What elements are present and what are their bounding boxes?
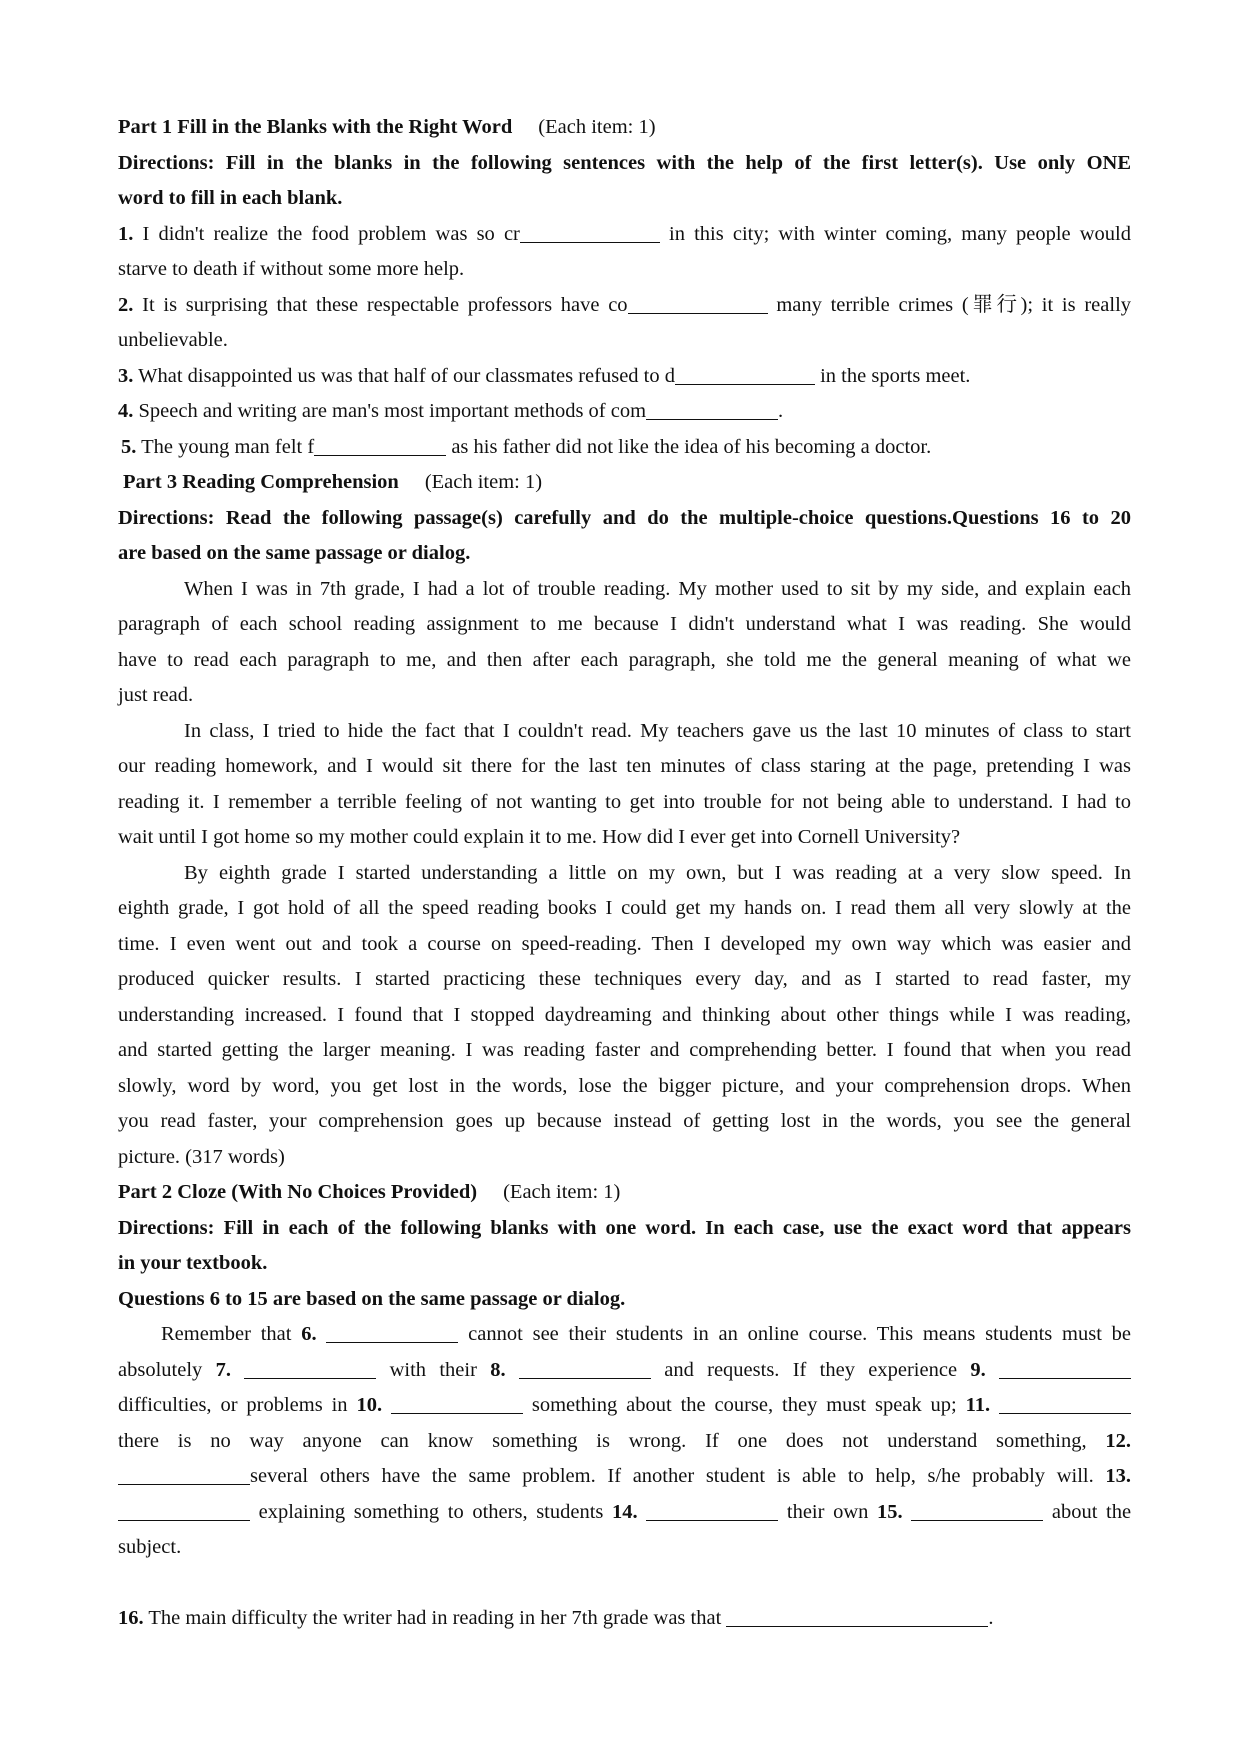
q4-text-b: .	[778, 400, 784, 422]
q16-number: 16.	[118, 1606, 144, 1629]
part1-score: (Each item: 1)	[538, 116, 656, 138]
question-2	[118, 288, 1131, 324]
cloze-number-10: 10.	[356, 1394, 383, 1416]
part2-questions-note: Questions 6 to 15 are based on the same passage or dialog.	[118, 1287, 626, 1310]
q5-text-a: The young man felt f	[141, 435, 315, 458]
question-4	[118, 394, 1131, 430]
question-1	[118, 217, 1131, 253]
part3-directions-line2: are based on the same passage or dialog.	[118, 542, 471, 564]
part2-directions-line1: Directions: Fill in each of the following blanks with one word. In each case, use the exact word that appears	[118, 1216, 1131, 1239]
cloze-blank-14[interactable]	[646, 1498, 778, 1521]
part1-directions-line1: Directions: Fill in the blanks in the following sentences with the help of the first letter(s). Use only ONE	[118, 151, 1131, 174]
cloze-blank-11[interactable]	[999, 1391, 1131, 1414]
cloze-line-5: several others have the same problem. If another student is able to help, s/he probably will. 13.	[118, 1459, 1131, 1495]
q4-text-a: Speech and writing are man's most important methods of com	[138, 400, 647, 422]
cloze-blank-6[interactable]	[326, 1320, 458, 1343]
cloze-passage	[118, 1317, 1131, 1566]
cloze-number-8: 8.	[490, 1358, 506, 1381]
part3-score: (Each item: 1)	[424, 471, 543, 493]
cloze-line-2: absolutely 7. with their 8. and requests. If they experience 9.	[118, 1353, 1131, 1389]
question-2-line2: unbelievable.	[118, 329, 228, 351]
q16-end: .	[988, 1606, 994, 1629]
q3-text-b: in the sports meet.	[820, 364, 971, 387]
q3-blank[interactable]	[675, 362, 815, 385]
question-5	[118, 430, 1131, 466]
q2-text-b: many terrible crimes (罪行); it is really	[776, 293, 1132, 316]
question-16	[118, 1601, 1131, 1637]
question-3	[118, 359, 1131, 395]
part3-title: Part 3 Reading Comprehension	[123, 471, 399, 493]
cloze-line-6: explaining something to others, students 14. their own 15. about the	[118, 1495, 1131, 1531]
q16-text: The main difficulty the writer had in reading in her 7th grade was that	[148, 1606, 722, 1629]
cloze-number-6: 6.	[301, 1323, 317, 1345]
cloze-number-14: 14.	[612, 1500, 638, 1523]
part2-directions-line2: in your textbook.	[118, 1252, 268, 1274]
q4-blank[interactable]	[646, 397, 778, 420]
q4-number: 4.	[118, 400, 134, 422]
cloze-number-15: 15.	[877, 1500, 903, 1523]
q1-blank[interactable]	[520, 220, 660, 243]
part1-directions-line2: word to fill in each blank.	[118, 187, 343, 209]
part2-heading	[118, 1175, 1131, 1211]
question-1-line2: starve to death if without some more help.	[118, 258, 465, 280]
part1-title: Part 1 Fill in the Blanks with the Right Word	[118, 116, 513, 138]
cloze-line-1: Remember that 6. cannot see their students in an online course. This means students must be	[118, 1317, 1131, 1353]
part1-heading	[118, 110, 1131, 146]
part2-title: Part 2 Cloze (With No Choices Provided)	[118, 1181, 478, 1203]
cloze-line-4: there is no way anyone can know something is wrong. If one does not understand something, 12.	[118, 1429, 1132, 1452]
cloze-blank-13[interactable]	[118, 1498, 250, 1521]
q2-number: 2.	[118, 293, 134, 316]
q1-text-a: I didn't realize the food problem was so cr	[142, 222, 520, 245]
q1-number: 1.	[118, 222, 134, 245]
q5-blank[interactable]	[314, 433, 446, 456]
q3-number: 3.	[118, 364, 134, 387]
cloze-line-3: difficulties, or problems in 10. something about the course, they must speak up; 11.	[118, 1388, 1131, 1424]
q2-blank[interactable]	[628, 291, 768, 314]
cloze-number-7: 7.	[215, 1358, 231, 1381]
q16-blank[interactable]	[726, 1604, 988, 1627]
cloze-number-9: 9.	[970, 1358, 986, 1381]
q3-text-a: What disappointed us was that half of our classmates refused to d	[138, 364, 675, 387]
cloze-number-13: 13.	[1105, 1465, 1131, 1487]
cloze-blank-10[interactable]	[391, 1391, 523, 1414]
passage-paragraph-3: By eighth grade I started understanding a little on my own, but I was reading at a very slow speed. In eighth grade, I got hold of all the speed reading books I could get my hands on. I read them all very slowly at the time. I even went out and took a course on speed-reading. Then I developed my own way which was easier and produced quicker results. I started practicing these techniques every day, and as I started to read faster, my understanding increased. I found that I stopped daydreaming and thinking about other things while I was reading, and started getting the larger meaning. I was reading faster and comprehending better. I found that when you read slowly, word by word, you get lost in the words, lose the bigger picture, and your comprehension drops. When you read faster, your comprehension goes up because instead of getting lost in the words, you see the general picture. (317 words)	[118, 861, 1131, 1168]
passage-paragraph-1: When I was in 7th grade, I had a lot of trouble reading. My mother used to sit by my side, and explain each paragraph of each school reading assignment to me because I didn't understand what I was reading. She would have to read each paragraph to me, and then after each paragraph, she told me the general meaning of what we just read.	[118, 577, 1131, 706]
q2-text-a: It is surprising that these respectable professors have co	[142, 293, 628, 316]
part3-heading	[118, 465, 1131, 501]
cloze-blank-8[interactable]	[519, 1356, 651, 1379]
cloze-blank-9[interactable]	[999, 1356, 1131, 1379]
cloze-number-12: 12.	[1105, 1429, 1132, 1452]
q1-text-b: in this city; with winter coming, many people would	[669, 222, 1131, 245]
part3-directions-line1: Directions: Read the following passage(s) carefully and do the multiple-choice questions.Questions 16 to 20	[118, 506, 1131, 529]
q5-text-b: as his father did not like the idea of his becoming a doctor.	[451, 435, 932, 458]
cloze-blank-15[interactable]	[911, 1498, 1043, 1521]
cloze-line-7: subject.	[118, 1536, 182, 1558]
cloze-blank-7[interactable]	[244, 1356, 376, 1379]
cloze-number-11: 11.	[965, 1394, 991, 1416]
part2-score: (Each item: 1)	[503, 1181, 621, 1203]
cloze-blank-12[interactable]	[118, 1462, 250, 1485]
q5-number: 5.	[121, 435, 137, 458]
passage-paragraph-2: In class, I tried to hide the fact that I couldn't read. My teachers gave us the last 10 minutes of class to start our reading homework, and I would sit there for the last ten minutes of class staring at the page, pretending I was reading it. I remember a terrible feeling of not wanting to get into trouble for not being able to understand. I had to wait until I got home so my mother could explain it to me. How did I ever get into Cornell University?	[118, 719, 1131, 848]
